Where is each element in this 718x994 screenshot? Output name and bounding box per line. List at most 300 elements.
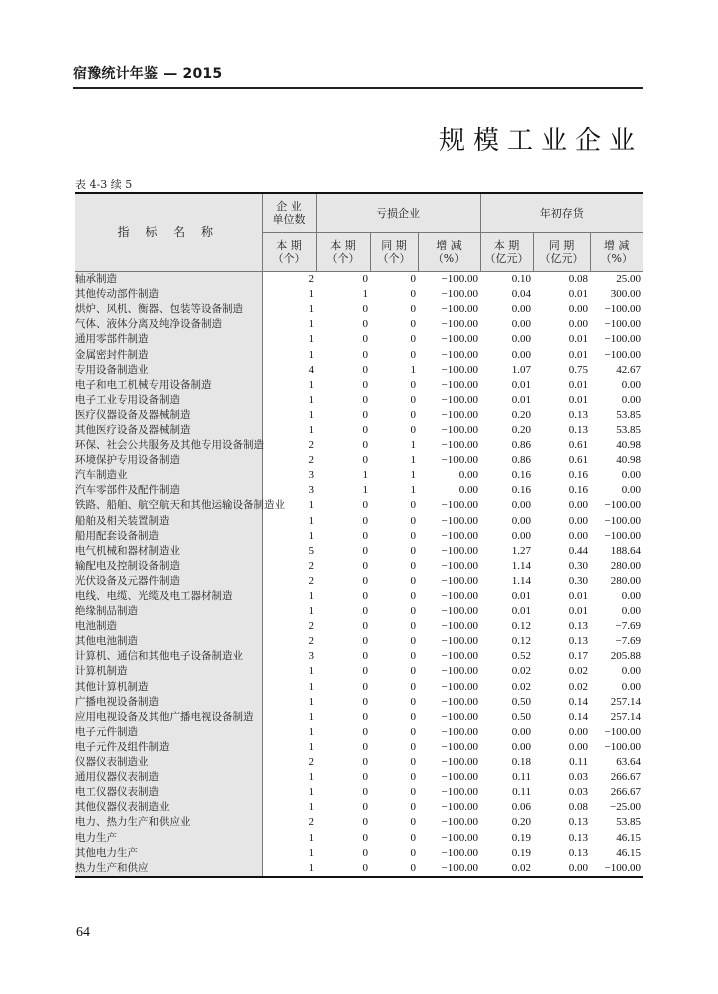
cell-loss-current: 0 (362, 454, 368, 467)
cell-inventory-current: 0.00 (511, 333, 531, 346)
cell-inventory-current: 0.50 (511, 695, 531, 708)
cell-inventory-change: 300.00 (610, 288, 642, 301)
table-row (75, 725, 643, 740)
cell-loss-change: −100.00 (441, 771, 478, 784)
cell-inventory-prior: 0.13 (568, 635, 588, 648)
cell-inventory-prior: 0.16 (568, 469, 588, 482)
cell-inventory-change: 257.14 (610, 695, 642, 708)
row-indicator-name: 船用配套设备制造 (75, 529, 262, 544)
table-row (75, 574, 643, 589)
cell-inventory-prior: 0.13 (568, 408, 588, 421)
cell-units-current: 3 (308, 484, 314, 497)
cell-units-current: 1 (308, 771, 314, 784)
subheader-line1: 同 期 (548, 239, 575, 252)
row-indicator-name: 计算机、通信和其他电子设备制造业 (75, 649, 262, 664)
row-indicator-name: 电工仪器仪表制造 (75, 785, 262, 800)
cell-units-current: 1 (308, 393, 314, 406)
cell-loss-prior: 0 (410, 423, 416, 436)
cell-loss-prior: 1 (410, 484, 416, 497)
table-row (75, 649, 643, 664)
cell-units-current: 1 (308, 423, 314, 436)
row-indicator-name: 金属密封件制造 (75, 347, 262, 362)
cell-inventory-current: 0.18 (511, 756, 531, 769)
row-indicator-name: 电力、热力生产和供应业 (75, 815, 262, 830)
row-indicator-name: 气体、液体分离及纯净设备制造 (75, 317, 262, 332)
subheader-line2: （%） (600, 252, 633, 265)
cell-inventory-change: −100.00 (604, 514, 642, 527)
cell-inventory-current: 0.19 (511, 831, 531, 844)
cell-inventory-prior: 0.75 (568, 363, 588, 376)
cell-inventory-change: 205.88 (610, 650, 642, 663)
cell-loss-prior: 0 (410, 831, 416, 844)
table-row (75, 544, 643, 559)
cell-inventory-prior: 0.61 (568, 439, 588, 452)
cell-units-current: 1 (308, 831, 314, 844)
cell-inventory-prior: 0.11 (569, 756, 588, 769)
cell-inventory-current: 0.12 (511, 620, 531, 633)
cell-loss-prior: 0 (410, 514, 416, 527)
cell-loss-change: −100.00 (441, 756, 478, 769)
cell-inventory-current: 1.14 (511, 574, 531, 587)
cell-inventory-current: 0.11 (512, 771, 531, 784)
cell-loss-current: 0 (362, 318, 368, 331)
section-title: 规模工业企业 (438, 126, 643, 156)
cell-loss-change: −100.00 (441, 318, 478, 331)
cell-inventory-current: 0.12 (511, 635, 531, 648)
cell-inventory-change: −100.00 (604, 333, 642, 346)
cell-inventory-current: 0.52 (511, 650, 531, 663)
cell-loss-current: 0 (362, 680, 368, 693)
cell-loss-prior: 0 (410, 408, 416, 421)
cell-units-current: 2 (308, 273, 314, 286)
cell-units-current: 1 (308, 590, 314, 603)
cell-loss-change: −100.00 (441, 605, 478, 618)
table-row (75, 815, 643, 830)
cell-inventory-prior: 0.44 (568, 544, 588, 557)
row-indicator-name: 广播电视设备制造 (75, 695, 262, 710)
cell-units-current: 3 (308, 650, 314, 663)
table-row (75, 408, 643, 423)
cell-inventory-prior: 0.13 (568, 831, 588, 844)
cell-loss-current: 0 (362, 861, 368, 874)
cell-inventory-current: 1.27 (511, 544, 531, 557)
row-indicator-name: 仪器仪表制造业 (75, 755, 262, 770)
cell-loss-current: 0 (362, 740, 368, 753)
cell-inventory-prior: 0.13 (568, 816, 588, 829)
cell-loss-change: −100.00 (441, 635, 478, 648)
row-indicator-name: 其他计算机制造 (75, 680, 262, 695)
subheader-units-current (262, 233, 316, 272)
subheader-line2: （亿元） (484, 252, 529, 265)
subheader-line1: 增 减 (604, 239, 630, 252)
running-head: 宿豫统计年鉴 — 2015 (73, 63, 643, 89)
cell-inventory-change: 40.98 (616, 454, 642, 467)
cell-loss-prior: 1 (410, 469, 416, 482)
cell-units-current: 1 (308, 680, 314, 693)
cell-inventory-prior: 0.00 (568, 303, 588, 316)
cell-inventory-current: 0.20 (511, 408, 531, 421)
table-row (75, 800, 643, 815)
cell-loss-prior: 0 (410, 650, 416, 663)
cell-loss-prior: 0 (410, 288, 416, 301)
cell-inventory-change: 42.67 (616, 363, 642, 376)
cell-loss-change: −100.00 (441, 454, 478, 467)
cell-loss-current: 1 (362, 484, 368, 497)
subheader-inventory-current (480, 233, 533, 272)
cell-loss-prior: 1 (410, 439, 416, 452)
cell-units-current: 2 (308, 454, 314, 467)
cell-loss-prior: 0 (410, 740, 416, 753)
cell-loss-current: 0 (362, 423, 368, 436)
cell-loss-current: 1 (362, 288, 368, 301)
cell-inventory-change: −100.00 (604, 348, 642, 361)
cell-loss-current: 0 (362, 544, 368, 557)
table-caption: 表 4-3 续 5 (75, 178, 133, 191)
cell-inventory-prior: 0.14 (568, 695, 588, 708)
cell-loss-prior: 0 (410, 620, 416, 633)
cell-inventory-prior: 0.01 (568, 393, 588, 406)
statistics-table (75, 192, 643, 878)
cell-loss-prior: 0 (410, 273, 416, 286)
table-row (75, 272, 643, 288)
cell-units-current: 1 (308, 333, 314, 346)
cell-units-current: 1 (308, 318, 314, 331)
cell-loss-prior: 0 (410, 801, 416, 814)
cell-inventory-change: −100.00 (604, 499, 642, 512)
cell-loss-current: 0 (362, 439, 368, 452)
table-row (75, 363, 643, 378)
cell-inventory-change: 53.85 (616, 423, 642, 436)
table-row (75, 559, 643, 574)
cell-units-current: 1 (308, 605, 314, 618)
cell-inventory-change: 25.00 (616, 273, 642, 286)
cell-units-current: 2 (308, 816, 314, 829)
cell-inventory-change: 0.00 (621, 680, 642, 693)
cell-inventory-change: 0.00 (621, 590, 642, 603)
cell-loss-change: −100.00 (441, 363, 478, 376)
cell-units-current: 1 (308, 786, 314, 799)
row-indicator-name: 铁路、船舶、航空航天和其他运输设备制造业 (75, 498, 262, 513)
cell-inventory-change: −100.00 (604, 529, 642, 542)
subheader-line1: 本 期 (493, 239, 520, 252)
cell-inventory-change: 40.98 (616, 439, 642, 452)
row-indicator-name: 其他医疗设备及器械制造 (75, 423, 262, 438)
cell-inventory-change: −100.00 (604, 725, 642, 738)
cell-loss-change: −100.00 (441, 574, 478, 587)
row-indicator-name: 通用零部件制造 (75, 332, 262, 347)
row-indicator-name: 其他电池制造 (75, 634, 262, 649)
row-indicator-name: 专用设备制造业 (75, 363, 262, 378)
cell-loss-change: −100.00 (441, 378, 478, 391)
table-row (75, 317, 643, 332)
cell-loss-current: 0 (362, 650, 368, 663)
cell-inventory-change: −100.00 (604, 303, 642, 316)
cell-units-current: 1 (308, 348, 314, 361)
table-row (75, 770, 643, 785)
subheader-line1: 本 期 (276, 239, 302, 252)
row-indicator-name: 计算机制造 (75, 664, 262, 679)
cell-inventory-change: 53.85 (616, 816, 642, 829)
cell-loss-prior: 0 (410, 710, 416, 723)
cell-loss-change: −100.00 (441, 816, 478, 829)
row-indicator-name: 环保、社会公共服务及其他专用设备制造 (75, 438, 262, 453)
cell-loss-change: −100.00 (441, 439, 478, 452)
subheader-loss-current (316, 233, 370, 272)
cell-loss-current: 0 (362, 665, 368, 678)
cell-inventory-prior: 0.01 (568, 378, 588, 391)
cell-inventory-change: 280.00 (610, 559, 642, 572)
cell-inventory-current: 0.01 (511, 605, 531, 618)
cell-loss-change: −100.00 (441, 831, 478, 844)
subheader-line2: （个） (326, 252, 360, 265)
cell-loss-prior: 0 (410, 333, 416, 346)
subheader-line1: 同 期 (381, 239, 407, 252)
cell-loss-current: 0 (362, 363, 368, 376)
subheader-inventory-change (590, 233, 643, 272)
header-loss-enterprises: 亏损企业 (316, 193, 480, 233)
table-row (75, 468, 643, 483)
cell-units-current: 1 (308, 725, 314, 738)
row-indicator-name: 光伏设备及元器件制造 (75, 574, 262, 589)
cell-inventory-change: 280.00 (610, 574, 642, 587)
row-indicator-name: 电力生产 (75, 830, 262, 845)
cell-inventory-current: 0.01 (511, 393, 531, 406)
table-row (75, 710, 643, 725)
cell-loss-current: 0 (362, 514, 368, 527)
cell-loss-current: 0 (362, 408, 368, 421)
cell-loss-current: 0 (362, 273, 368, 286)
cell-inventory-current: 0.00 (511, 318, 531, 331)
cell-inventory-current: 0.00 (511, 303, 531, 316)
cell-loss-change: −100.00 (441, 273, 478, 286)
cell-units-current: 3 (308, 469, 314, 482)
cell-inventory-prior: 0.08 (568, 801, 588, 814)
cell-inventory-prior: 0.30 (568, 559, 588, 572)
table-row (75, 830, 643, 845)
cell-inventory-current: 0.02 (511, 680, 531, 693)
table-row (75, 438, 643, 453)
table-row (75, 378, 643, 393)
cell-inventory-prior: 0.01 (568, 288, 588, 301)
cell-inventory-change: 0.00 (621, 393, 642, 406)
cell-units-current: 1 (308, 303, 314, 316)
cell-inventory-prior: 0.00 (568, 861, 588, 874)
cell-loss-change: −100.00 (441, 408, 478, 421)
cell-inventory-current: 0.86 (511, 454, 531, 467)
cell-loss-current: 0 (362, 756, 368, 769)
subheader-loss-change (418, 233, 480, 272)
table-row (75, 483, 643, 498)
cell-loss-current: 0 (362, 786, 368, 799)
cell-loss-change: −100.00 (441, 514, 478, 527)
cell-units-current: 2 (308, 559, 314, 572)
table-row (75, 695, 643, 710)
cell-loss-prior: 0 (410, 861, 416, 874)
cell-loss-prior: 0 (410, 559, 416, 572)
cell-loss-change: −100.00 (441, 393, 478, 406)
cell-loss-change: −100.00 (441, 348, 478, 361)
cell-inventory-prior: 0.01 (568, 348, 588, 361)
cell-loss-prior: 0 (410, 529, 416, 542)
cell-inventory-prior: 0.03 (568, 786, 588, 799)
row-indicator-name: 电池制造 (75, 619, 262, 634)
row-indicator-name: 应用电视设备及其他广播电视设备制造 (75, 710, 262, 725)
cell-loss-prior: 0 (410, 499, 416, 512)
cell-loss-prior: 0 (410, 303, 416, 316)
cell-loss-prior: 0 (410, 590, 416, 603)
cell-units-current: 1 (308, 665, 314, 678)
cell-units-current: 1 (308, 740, 314, 753)
cell-loss-current: 0 (362, 620, 368, 633)
cell-inventory-current: 0.20 (511, 816, 531, 829)
cell-inventory-current: 0.06 (511, 801, 531, 814)
cell-loss-prior: 0 (410, 756, 416, 769)
cell-loss-prior: 0 (410, 771, 416, 784)
cell-inventory-prior: 0.02 (568, 680, 588, 693)
cell-loss-prior: 0 (410, 574, 416, 587)
cell-loss-change: −100.00 (441, 725, 478, 738)
cell-inventory-current: 0.00 (511, 740, 531, 753)
header-indicator-name: 指 标 名 称 (75, 193, 262, 272)
cell-inventory-change: 257.14 (610, 710, 642, 723)
cell-loss-current: 0 (362, 348, 368, 361)
cell-inventory-prior: 0.01 (568, 333, 588, 346)
cell-units-current: 5 (308, 544, 314, 557)
cell-inventory-change: −7.69 (615, 635, 642, 648)
cell-inventory-prior: 0.14 (568, 710, 588, 723)
cell-units-current: 1 (308, 529, 314, 542)
cell-loss-current: 0 (362, 303, 368, 316)
cell-inventory-current: 0.00 (511, 529, 531, 542)
cell-loss-current: 0 (362, 393, 368, 406)
cell-loss-change: −100.00 (441, 650, 478, 663)
subheader-line1: 增 减 (436, 239, 462, 252)
cell-loss-prior: 0 (410, 725, 416, 738)
cell-loss-current: 0 (362, 695, 368, 708)
row-indicator-name: 汽车零部件及配件制造 (75, 483, 262, 498)
cell-inventory-current: 0.01 (511, 590, 531, 603)
table-row (75, 680, 643, 695)
cell-inventory-current: 0.86 (511, 439, 531, 452)
table-row (75, 589, 643, 604)
table-row (75, 529, 643, 544)
cell-inventory-current: 0.00 (511, 514, 531, 527)
cell-loss-change: −100.00 (441, 680, 478, 693)
cell-loss-current: 0 (362, 574, 368, 587)
table-row (75, 393, 643, 408)
row-indicator-name: 船舶及相关装置制造 (75, 514, 262, 529)
cell-inventory-prior: 0.30 (568, 574, 588, 587)
cell-units-current: 1 (308, 408, 314, 421)
table-row (75, 453, 643, 468)
cell-inventory-prior: 0.00 (568, 740, 588, 753)
subheader-line1: 本 期 (330, 239, 356, 252)
cell-loss-current: 0 (362, 725, 368, 738)
table-row (75, 619, 643, 634)
table-row (75, 755, 643, 770)
cell-loss-current: 0 (362, 771, 368, 784)
subheader-line2: （%） (432, 252, 466, 265)
cell-units-current: 2 (308, 574, 314, 587)
table-row (75, 347, 643, 362)
cell-inventory-prior: 0.01 (568, 605, 588, 618)
row-indicator-name: 烘炉、风机、衡器、包装等设备制造 (75, 302, 262, 317)
subheader-line2: （个） (272, 252, 306, 265)
cell-loss-change: −100.00 (441, 559, 478, 572)
cell-loss-change: −100.00 (441, 861, 478, 874)
cell-inventory-prior: 0.61 (568, 454, 588, 467)
row-indicator-name: 热力生产和供应 (75, 861, 262, 877)
cell-loss-current: 0 (362, 590, 368, 603)
cell-loss-prior: 0 (410, 695, 416, 708)
table-row (75, 664, 643, 679)
cell-loss-prior: 0 (410, 665, 416, 678)
cell-inventory-prior: 0.00 (568, 529, 588, 542)
cell-loss-prior: 0 (410, 635, 416, 648)
cell-inventory-prior: 0.13 (568, 620, 588, 633)
subheader-line2: （个） (377, 252, 411, 265)
row-indicator-name: 其他仪器仪表制造业 (75, 800, 262, 815)
cell-inventory-change: 0.00 (621, 469, 642, 482)
cell-inventory-current: 0.11 (512, 786, 531, 799)
cell-inventory-current: 0.16 (511, 469, 531, 482)
row-indicator-name: 电子元件及组件制造 (75, 740, 262, 755)
table-row (75, 302, 643, 317)
cell-loss-current: 0 (362, 635, 368, 648)
cell-loss-prior: 0 (410, 846, 416, 859)
cell-loss-current: 0 (362, 559, 368, 572)
cell-inventory-change: 46.15 (616, 846, 642, 859)
cell-inventory-change: 266.67 (610, 786, 642, 799)
cell-loss-change: −100.00 (441, 620, 478, 633)
cell-units-current: 1 (308, 695, 314, 708)
cell-inventory-change: 0.00 (621, 378, 642, 391)
cell-loss-change: −100.00 (441, 665, 478, 678)
cell-inventory-change: 266.67 (610, 771, 642, 784)
cell-units-current: 1 (308, 378, 314, 391)
cell-units-current: 1 (308, 861, 314, 874)
table-row (75, 740, 643, 755)
header-opening-inventory: 年初存货 (480, 193, 643, 233)
cell-units-current: 2 (308, 620, 314, 633)
row-indicator-name: 电线、电缆、光缆及电工器材制造 (75, 589, 262, 604)
subheader-line2: （亿元） (539, 252, 584, 265)
cell-loss-change: −100.00 (441, 529, 478, 542)
cell-loss-current: 0 (362, 831, 368, 844)
cell-loss-prior: 0 (410, 348, 416, 361)
cell-inventory-prior: 0.16 (568, 484, 588, 497)
page-number: 64 (76, 925, 90, 940)
cell-loss-current: 0 (362, 846, 368, 859)
cell-loss-current: 0 (362, 710, 368, 723)
row-indicator-name: 绝缘制品制造 (75, 604, 262, 619)
cell-inventory-prior: 0.00 (568, 725, 588, 738)
table-row (75, 287, 643, 302)
table-row (75, 514, 643, 529)
table-row (75, 604, 643, 619)
cell-loss-prior: 1 (410, 454, 416, 467)
cell-inventory-prior: 0.02 (568, 665, 588, 678)
row-indicator-name: 电气机械和器材制造业 (75, 544, 262, 559)
cell-inventory-current: 0.00 (511, 348, 531, 361)
cell-loss-change: 0.00 (458, 484, 478, 497)
cell-units-current: 2 (308, 756, 314, 769)
cell-loss-current: 0 (362, 333, 368, 346)
cell-inventory-change: −100.00 (604, 740, 642, 753)
table-row (75, 498, 643, 513)
cell-loss-current: 0 (362, 378, 368, 391)
cell-units-current: 2 (308, 439, 314, 452)
